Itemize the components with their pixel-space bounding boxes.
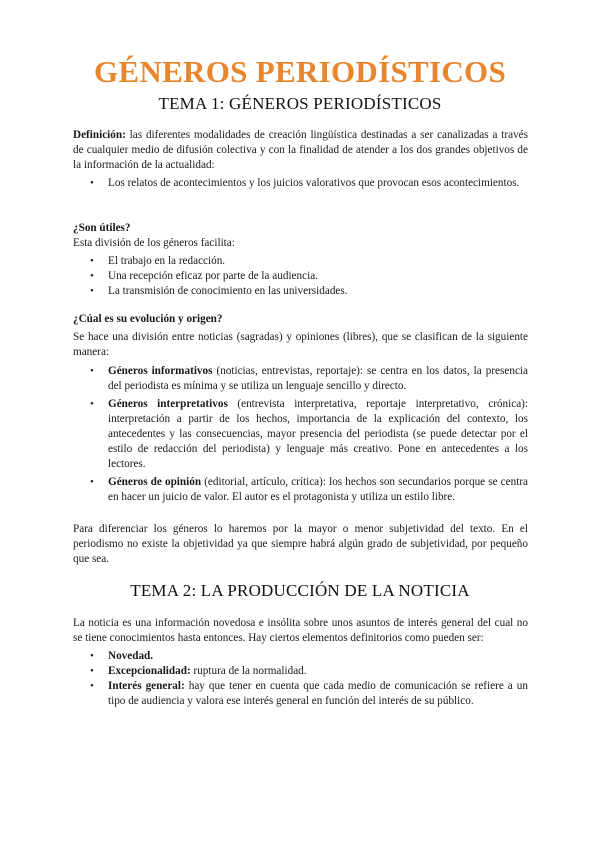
list-item: • La transmisión de conocimiento en las universidades. bbox=[73, 284, 528, 299]
definition-text: las diferentes modalidades de creación lingüística destinadas a ser canalizadas a través de cualquier medio de difusión colectiva y con la finalidad de atender a los dos grandes objetivos de la información de la actualidad: bbox=[73, 129, 528, 171]
list-item: • Una recepción eficaz por parte de la audiencia. bbox=[73, 269, 528, 284]
tema2-block bbox=[73, 616, 528, 709]
evolucion-heading: ¿Cúal es su evolución y origen? bbox=[73, 313, 223, 325]
utiles-heading: ¿Son útiles? bbox=[73, 222, 131, 234]
utiles-intro: Esta división de los géneros facilita: bbox=[73, 237, 235, 249]
tema1-heading: TEMA 1: GÉNEROS PERIODÍSTICOS bbox=[158, 94, 442, 113]
list-item bbox=[73, 649, 528, 664]
elemento-label: Interés general: bbox=[108, 680, 185, 692]
list-item bbox=[73, 397, 528, 472]
utiles-list bbox=[73, 254, 528, 299]
list-item bbox=[73, 475, 528, 505]
genero-text: (entrevista interpretativa, reportaje interpretativo, crónica): interpretación a partir de los hechos, importancia de la explicación del contexto, los antecedentes y las consecuencias, mayor presencia del periodista (se puede detectar por el estilo de redacción del periodista) y lenguaje más creativo. Pone en antecedentes a los lectores. bbox=[108, 398, 528, 470]
definition-label: Definición: bbox=[73, 129, 126, 141]
elemento-text: hay que tener en cuenta que cada medio de comunicación se refiere a un tipo de audiencia y valora ese interés general en función del interés de su público. bbox=[108, 680, 528, 707]
tema2-heading: TEMA 2: LA PRODUCCIÓN DE LA NOTICIA bbox=[130, 581, 470, 600]
list-item bbox=[73, 679, 528, 709]
definition-list bbox=[73, 176, 528, 191]
closing-block bbox=[73, 522, 528, 567]
elemento-label: Novedad. bbox=[108, 650, 154, 662]
genero-label: Géneros de opinión bbox=[108, 476, 202, 488]
document-title: GÉNEROS PERIODÍSTICOS bbox=[94, 54, 506, 89]
list-item: • Los relatos de acontecimientos y los juicios valorativos que provocan esos acontecimientos. bbox=[73, 176, 528, 191]
definition-block bbox=[73, 128, 528, 191]
evolucion-block bbox=[73, 312, 528, 505]
list-item: • El trabajo en la redacción. bbox=[73, 254, 528, 269]
tema2-intro: La noticia es una información novedosa e insólita sobre unos asuntos de interés general del cual no se tiene conocimientos hasta entonces. Hay ciertos elementos definitorios como pueden ser: bbox=[73, 617, 528, 644]
genero-text: (noticias, entrevistas, reportaje): se centra en los datos, la presencia del periodista es mínima y se utiliza un lenguaje sencillo y directo. bbox=[108, 365, 528, 392]
elementos-list bbox=[73, 649, 528, 709]
elemento-label: Excepcionalidad: bbox=[108, 665, 191, 677]
generos-list bbox=[73, 364, 528, 505]
genero-label: Géneros informativos bbox=[108, 365, 213, 377]
utiles-block bbox=[73, 221, 528, 299]
elemento-text: ruptura de la normalidad. bbox=[190, 665, 307, 677]
evolucion-intro: Se hace una división entre noticias (sagradas) y opiniones (libres), que se clasifican de la siguiente manera: bbox=[73, 331, 528, 358]
genero-text: (editorial, artículo, crítica): los hechos son secundarios porque se centra en hacer un juicio de valor. El autor es el protagonista y utiliza un estilo libre. bbox=[108, 476, 529, 503]
list-item bbox=[73, 364, 528, 394]
closing-paragraph: Para diferenciar los géneros lo haremos por la mayor o menor subjetividad del texto. En el periodismo no existe la objetividad ya que siempre habrá algún grado de subjetividad, por pequeño que sea. bbox=[73, 523, 528, 565]
list-item bbox=[73, 664, 528, 679]
genero-label: Géneros interpretativos bbox=[108, 398, 228, 410]
definition-paragraph bbox=[73, 128, 528, 173]
